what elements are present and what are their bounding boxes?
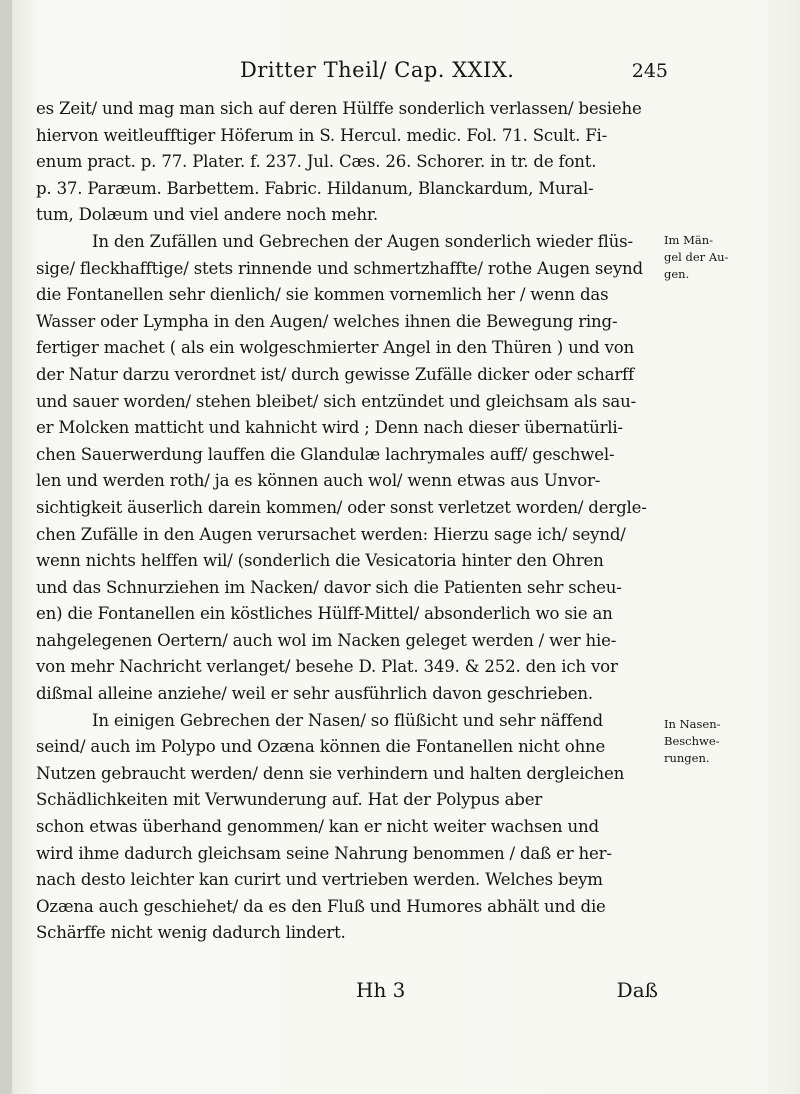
text-line: seind/ auch im Polypo und Ozæna können die Fontanellen nicht ohne xyxy=(36,737,606,757)
margin-note-line: Im Män- xyxy=(664,233,714,247)
text-line: sige/ fleckhafftige/ stets rinnende und schmertzhaffte/ rothe Augen seynd xyxy=(36,258,643,278)
text-line: Ozæna auch geschiehet/ da es den Fluß und Humores abhält und die xyxy=(36,896,606,916)
body-text xyxy=(36,96,658,947)
text-line: nach desto leichter kan curirt und vertrieben werden. Welches beym xyxy=(36,870,603,890)
margin-note-line: gen. xyxy=(664,267,690,281)
text-line: der Natur darzu verordnet ist/ durch gewisse Zufälle dicker oder scharff xyxy=(36,364,634,384)
text-line: und sauer worden/ stehen bleibet/ sich entzündet und gleichsam als sau- xyxy=(36,391,636,411)
text-line: enum pract. p. 77. Plater. f. 237. Jul. Cæs. 26. Schorer. in tr. de font. xyxy=(36,152,597,172)
text-line: fertiger machet ( als ein wolgeschmierter Angel in den Thüren ) und von xyxy=(36,338,635,358)
text-line: chen Zufälle in den Augen verursachet werden: Hierzu sage ich/ seynd/ xyxy=(36,524,626,544)
text-line: wird ihme dadurch gleichsam seine Nahrung benommen / daß er her- xyxy=(36,843,612,863)
text-line: und das Schnurziehen im Nacken/ davor sich die Patienten sehr scheu- xyxy=(36,577,622,597)
text-line: In einigen Gebrechen der Nasen/ so flüßicht und sehr näffend xyxy=(92,710,603,730)
margin-note-line: In Nasen- xyxy=(664,717,721,731)
page-header xyxy=(40,56,668,88)
text-line: schon etwas überhand genommen/ kan er nicht weiter wachsen und xyxy=(36,817,599,837)
text-line: In den Zufällen und Gebrechen der Augen sonderlich wieder flüs- xyxy=(92,231,633,251)
text-line: die Fontanellen sehr dienlich/ sie kommen vornemlich her / wenn das xyxy=(36,285,609,305)
text-line: chen Sauerwerdung lauffen die Glandulæ lachrymales auff/ geschwel- xyxy=(36,444,615,464)
page-number: 245 xyxy=(631,60,668,82)
text-line: dißmal alleine anziehe/ weil er sehr ausführlich davon geschrieben. xyxy=(36,684,593,704)
text-line: Nutzen gebraucht werden/ denn sie verhindern und halten dergleichen xyxy=(36,763,625,783)
margin-note-nose xyxy=(664,716,774,767)
text-line: von mehr Nachricht verlanget/ besehe D. Plat. 349. & 252. den ich vor xyxy=(36,657,618,677)
text-line: nahgelegenen Oertern/ auch wol im Nacken geleget werden / wer hie- xyxy=(36,630,617,650)
text-line: er Molcken matticht und kahnicht wird ; Denn nach dieser übernatürli- xyxy=(36,418,623,438)
page-gutter-shadow xyxy=(0,0,12,1094)
text-line: p. 37. Paræum. Barbettem. Fabric. Hildanum, Blanckardum, Mural- xyxy=(36,178,594,198)
text-line: sichtigkeit äuserlich darein kommen/ oder sonst verletzet worden/ dergle- xyxy=(36,497,647,517)
margin-note-line: gel der Au- xyxy=(664,250,729,264)
signature-mark: Hh 3 xyxy=(356,978,406,1002)
page-footer xyxy=(36,978,658,1008)
text-line: hiervon weitleufftiger Höferum in S. Hercul. medic. Fol. 71. Scult. Fi- xyxy=(36,125,608,145)
text-line: tum, Dolæum und viel andere noch mehr. xyxy=(36,205,378,225)
catchword: Daß xyxy=(616,978,658,1002)
text-line: Schädlichkeiten mit Verwunderung auf. Hat der Polypus aber xyxy=(36,790,543,810)
margin-note-line: rungen. xyxy=(664,751,710,765)
margin-note-eyes xyxy=(664,232,774,283)
running-head: Dritter Theil/ Cap. XXIX. xyxy=(240,58,515,82)
text-line: Wasser oder Lympha in den Augen/ welches ihnen die Bewegung ring- xyxy=(36,311,618,331)
text-line: wenn nichts helffen wil/ (sonderlich die Vesicatoria hinter den Ohren xyxy=(36,551,604,571)
text-line: en) die Fontanellen ein köstliches Hülff-Mittel/ absonderlich wo sie an xyxy=(36,604,613,624)
text-line: Schärffe nicht wenig dadurch lindert. xyxy=(36,923,346,943)
margin-note-line: Beschwe- xyxy=(664,734,720,748)
text-line: es Zeit/ und mag man sich auf deren Hülffe sonderlich verlassen/ besiehe xyxy=(36,99,642,118)
text-line: len und werden roth/ ja es können auch wol/ wenn etwas aus Unvor- xyxy=(36,471,601,491)
